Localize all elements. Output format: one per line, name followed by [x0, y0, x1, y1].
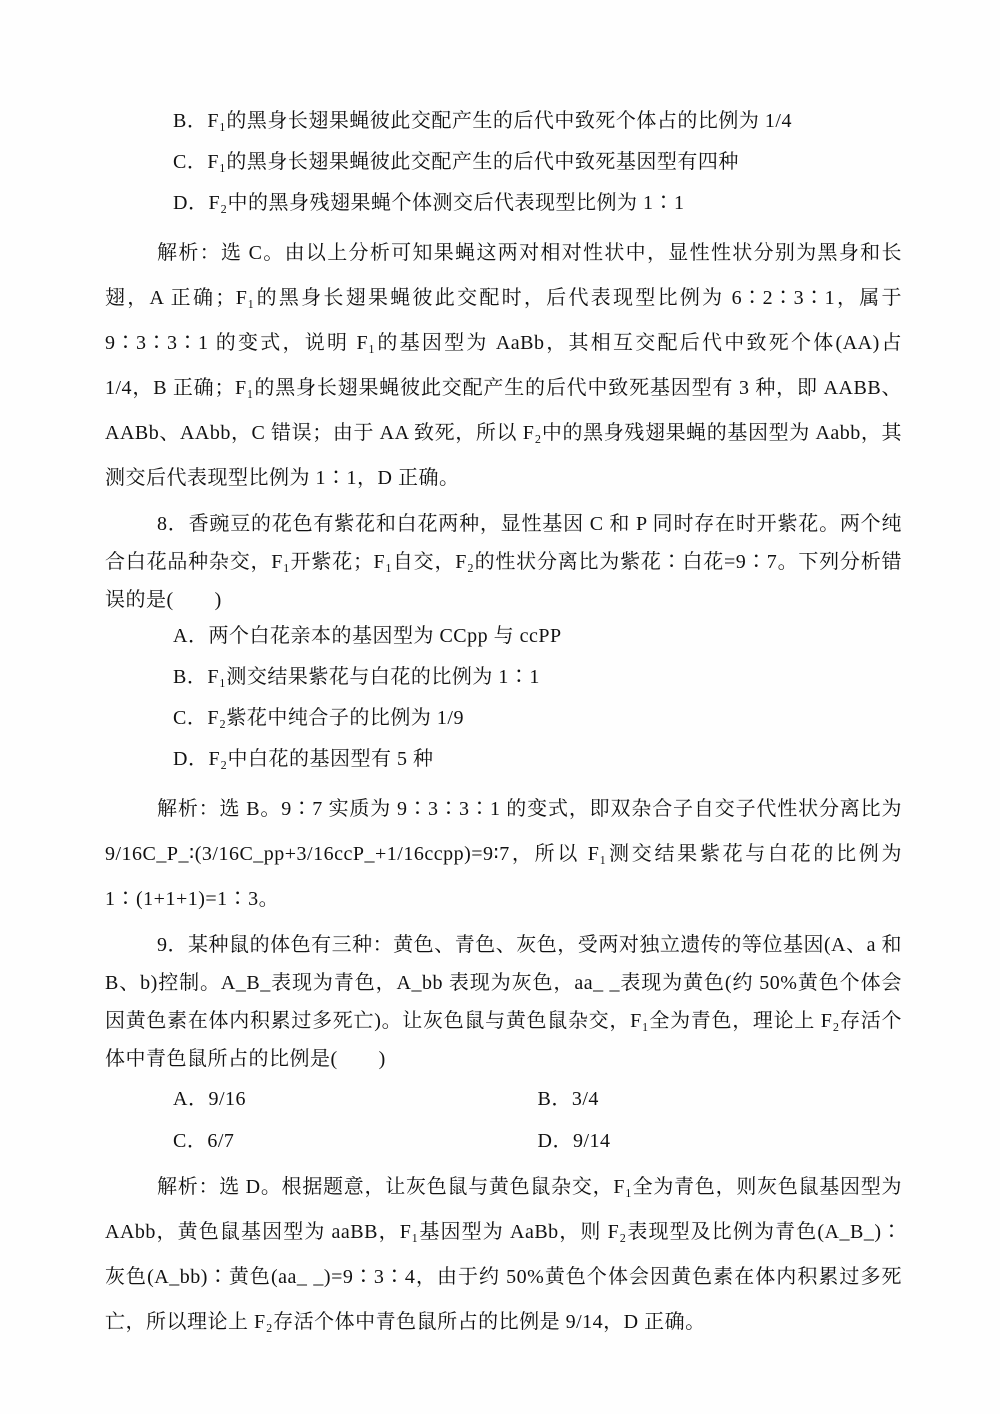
question-8-option-a: A．两个白花亲本的基因型为 CCpp 与 ccPP	[173, 625, 562, 647]
question-8-analysis: 解析：选 B。9∶7 实质为 9∶3∶3∶1 的变式，即双杂合子自交子代性状分离比为 9/16C_P_∶(3/16C_pp+3/16ccP_+1/16ccpp)=9∶7，所以 F₁测交结果紫花与白花的比例为 1∶(1+1+1)=1∶3。	[105, 798, 902, 910]
question-9-options-grid	[173, 1086, 902, 1155]
question-8-option-b: B．F₁测交结果紫花与白花的比例为 1∶1	[173, 666, 540, 688]
question-9-option-c: C．6/7	[173, 1130, 235, 1152]
question-7-analysis: 解析：选 C。由以上分析可知果蝇这两对相对性状中，显性性状分别为黑身和长翅，A 正确；F₁的黑身长翅果蝇彼此交配时，后代表现型比例为 6∶2∶3∶1，属于 9∶3∶3∶1 的变式，说明 F₁的基因型为 AaBb，其相互交配后代中致死个体(AA)占 1/4，B 正确；F₁的黑身长翅果蝇彼此交配产生的后代中致死基因型有 3 种，即 AABB、AABb、AAbb，C 错误；由于 AA 致死，所以 F₂中的黑身残翅果蝇的基因型为 Aabb，其测交后代表现型比例为 1∶1，D 正确。	[105, 242, 902, 489]
question-9-option-d: D．9/14	[537, 1130, 611, 1152]
question-8-stem: 8．香豌豆的花色有紫花和白花两种，显性基因 C 和 P 同时存在时开紫花。两个纯合白花品种杂交，F₁开紫花；F₁自交，F₂的性状分离比为紫花∶白花=9∶7。下列分析错误的是( )	[105, 513, 902, 611]
question-7-option-b: B．F₁的黑身长翅果蝇彼此交配产生的后代中致死个体占的比例为 1/4	[173, 110, 792, 132]
question-9-option-a: A．9/16	[173, 1088, 246, 1110]
question-7-option-c: C．F₁的黑身长翅果蝇彼此交配产生的后代中致死基因型有四种	[173, 151, 739, 173]
question-8-option-c: C．F₂紫花中纯合子的比例为 1/9	[173, 707, 464, 729]
question-7-option-d: D．F₂中的黑身残翅果蝇个体测交后代表现型比例为 1∶1	[173, 192, 685, 214]
question-9-analysis: 解析：选 D。根据题意，让灰色鼠与黄色鼠杂交，F₁全为青色，则灰色鼠基因型为 AAbb，黄色鼠基因型为 aaBB，F₁基因型为 AaBb，则 F₂表现型及比例为青色(A_B_)∶灰色(A_bb)∶黄色(aa_ _)=9∶3∶4，由于约 50%黄色个体会因黄色素在体内积累过多死亡，所以理论上 F₂存活个体中青色鼠所占的比例是 9/14，D 正确。	[105, 1176, 902, 1333]
question-8-option-d: D．F₂中白花的基因型有 5 种	[173, 748, 434, 770]
question-9-option-b: B．3/4	[537, 1088, 599, 1110]
question-9-stem: 9．某种鼠的体色有三种：黄色、青色、灰色，受两对独立遗传的等位基因(A、a 和 B、b)控制。A_B_表现为青色，A_bb 表现为灰色，aa_ _表现为黄色(约 50%黄色个体会因黄色素在体内积累过多死亡)。让灰色鼠与黄色鼠杂交，F₁全为青色，理论上 F₂存活个体中青色鼠所占的比例是( )	[105, 934, 902, 1070]
